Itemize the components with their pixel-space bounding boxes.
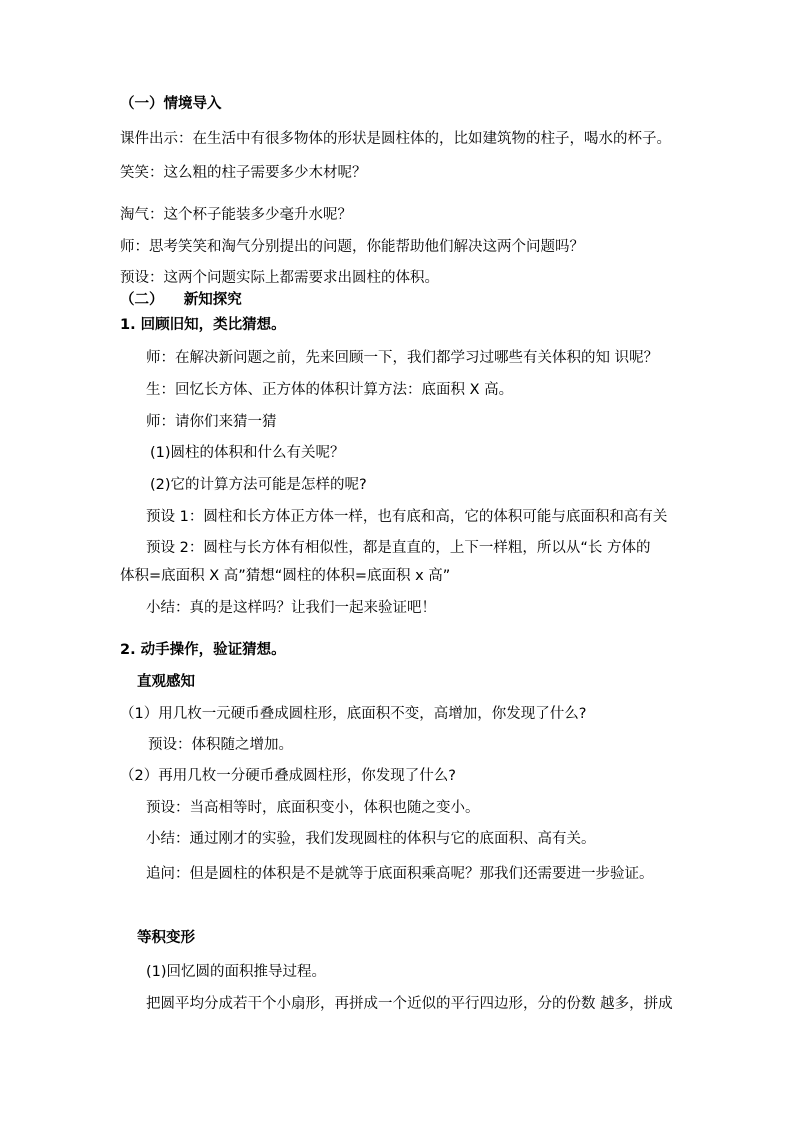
- paragraph: 笑笑：这么粗的柱子需要多少木材呢？: [120, 165, 367, 181]
- paragraph: 预设 1：圆柱和长方体正方体一样，也有底和高，它的体积可能与底面积和高有关: [146, 509, 668, 525]
- paragraph: 淘气：这个杯子能装多少毫升水呢？: [120, 207, 352, 223]
- paragraph: 师：在解决新问题之前，先来回顾一下，我们都学习过哪些有关体积的知 识呢？: [146, 350, 659, 366]
- step1-heading: 1. 回顾旧知，类比猜想。: [120, 317, 286, 333]
- subsection-heading: 等积变形: [137, 930, 195, 946]
- paragraph: （1）用几枚一元硬币叠成圆柱形，底面积不变，高增加，你发现了什么?: [120, 706, 587, 722]
- paragraph: 师：思考笑笑和淘气分别提出的问题，你能帮助他们解决这两个问题吗？: [120, 239, 584, 255]
- paragraph: 体积=底面积 X 高”猜想“圆柱的体积=底面积 x 高”: [120, 568, 451, 584]
- paragraph: (1)回忆圆的面积推导过程。: [146, 964, 327, 980]
- paragraph: 预设：体积随之增加。: [148, 737, 293, 753]
- paragraph: (1)圆柱的体积和什么有关呢？: [150, 445, 345, 461]
- subsection-heading: 直观感知: [137, 674, 195, 690]
- section2-heading: （二） 新知探究: [120, 292, 242, 308]
- section1-heading: （一）情境导入: [120, 96, 222, 112]
- paragraph: 追问：但是圆柱的体积是不是就等于底面积乘高呢？那我们还需要进一步验证。: [146, 866, 654, 882]
- paragraph: （2）再用几枚一分硬币叠成圆柱形，你发现了什么?: [120, 768, 456, 784]
- paragraph: 生：回忆长方体、正方体的体积计算方法：底面积 X 高。: [146, 382, 514, 398]
- paragraph: 小结：通过刚才的实验，我们发现圆柱的体积与它的底面积、高有关。: [146, 831, 596, 847]
- paragraph: (2)它的计算方法可能是怎样的呢?: [150, 477, 367, 493]
- paragraph: 预设：这两个问题实际上都需要求出圆柱的体积。: [120, 270, 439, 286]
- paragraph: 把圆平均分成若干个小扇形，再拼成一个近似的平行四边形，分的份数 越多，拼成: [146, 996, 673, 1012]
- paragraph: 预设 2：圆柱与长方体有相似性，都是直直的，上下一样粗，所以从“长 方体的: [146, 540, 651, 556]
- paragraph: 小结：真的是这样吗？让我们一起来验证吧！: [146, 600, 436, 616]
- paragraph: 预设：当高相等时，底面积变小，体积也随之变小。: [146, 800, 480, 816]
- paragraph: 课件出示：在生活中有很多物体的形状是圆柱体的，比如建筑物的柱子，喝水的杯子。: [120, 131, 671, 147]
- step2-heading: 2. 动手操作，验证猜想。: [120, 642, 286, 658]
- paragraph: 师：请你们来猜一猜: [146, 414, 277, 430]
